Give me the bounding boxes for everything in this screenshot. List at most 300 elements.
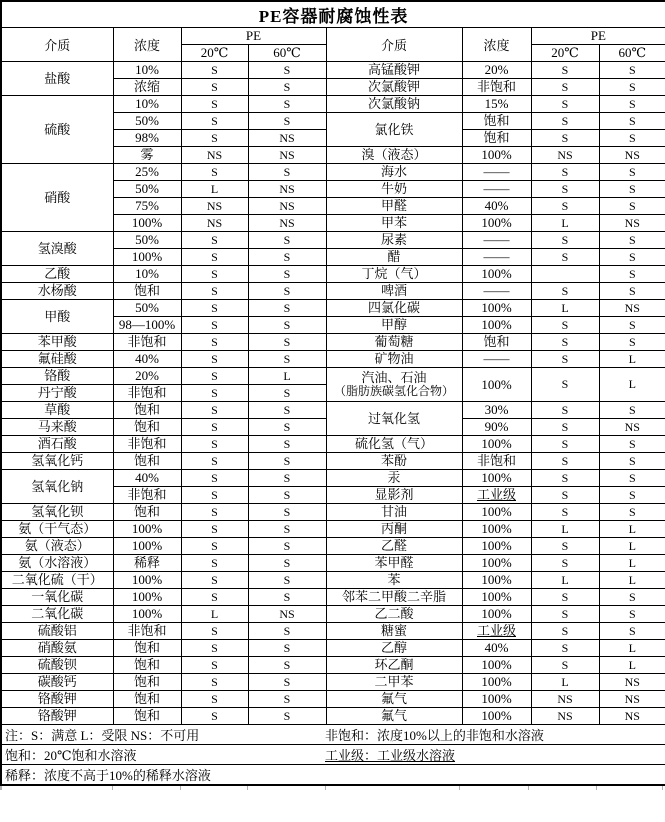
- medium-cell: 矿物油: [326, 351, 462, 368]
- concentration-cell: 100%: [113, 589, 181, 606]
- concentration-cell: 50%: [113, 181, 181, 198]
- rating-20c-cell: S: [181, 674, 248, 691]
- concentration-cell: 雾: [113, 147, 181, 164]
- concentration-cell: 100%: [462, 300, 531, 317]
- rating-20c-cell: S: [531, 368, 599, 402]
- medium-cell: 丹宁酸: [1, 385, 113, 402]
- medium-cell: 糖蜜: [326, 623, 462, 640]
- rating-60c-cell: L: [599, 351, 665, 368]
- note-row-2: [1, 745, 665, 765]
- rating-20c-cell: S: [181, 62, 248, 79]
- concentration-cell: 100%: [462, 317, 531, 334]
- concentration-cell: ——: [462, 249, 531, 266]
- table-row: [1, 606, 665, 623]
- medium-cell: 过氧化氢: [326, 402, 462, 436]
- rating-60c-cell: NS: [248, 215, 326, 232]
- table-body: [1, 62, 665, 725]
- table-row: [1, 453, 665, 470]
- concentration-cell: 98%: [113, 130, 181, 147]
- medium-cell: 甲酸: [1, 300, 113, 334]
- rating-60c-cell: S: [248, 657, 326, 674]
- title-row: [1, 1, 665, 28]
- medium-cell: 啤酒: [326, 283, 462, 300]
- rating-20c-cell: L: [531, 300, 599, 317]
- rating-60c-cell: S: [599, 283, 665, 300]
- rating-60c-cell: S: [248, 283, 326, 300]
- rating-60c-cell: S: [248, 691, 326, 708]
- rating-60c-cell: S: [248, 164, 326, 181]
- col-header-concentration-right: 浓度: [462, 28, 531, 62]
- col-header-concentration-left: 浓度: [113, 28, 181, 62]
- rating-20c-cell: S: [181, 368, 248, 385]
- note-row-3: [1, 765, 665, 786]
- rating-20c-cell: S: [181, 164, 248, 181]
- concentration-cell: 非饱和: [113, 436, 181, 453]
- concentration-cell: ——: [462, 351, 531, 368]
- table-row: [1, 708, 665, 725]
- rating-20c-cell: S: [181, 436, 248, 453]
- table-row: [1, 470, 665, 487]
- concentration-cell: 饱和: [462, 334, 531, 351]
- rating-20c-cell: L: [531, 572, 599, 589]
- rating-60c-cell: NS: [599, 691, 665, 708]
- rating-60c-cell: S: [599, 79, 665, 96]
- rating-20c-cell: S: [181, 470, 248, 487]
- concentration-cell: 100%: [462, 708, 531, 725]
- rating-60c-cell: S: [599, 62, 665, 79]
- medium-cell: 氟气: [326, 708, 462, 725]
- saturated-note: 饱和：20℃饱和水溶液: [5, 748, 137, 763]
- concentration-cell: 40%: [462, 640, 531, 657]
- concentration-cell: 100%: [113, 521, 181, 538]
- table-row: [1, 283, 665, 300]
- concentration-cell: 98—100%: [113, 317, 181, 334]
- industrial-grade-note: 工业级：工业级水溶液: [325, 748, 456, 763]
- rating-20c-cell: S: [181, 96, 248, 113]
- rating-20c-cell: S: [181, 657, 248, 674]
- rating-60c-cell: L: [599, 657, 665, 674]
- medium-cell: 氟硅酸: [1, 351, 113, 368]
- rating-60c-cell: NS: [599, 215, 665, 232]
- table-row: [1, 436, 665, 453]
- rating-20c-cell: S: [531, 419, 599, 436]
- concentration-cell: 100%: [113, 249, 181, 266]
- col-header-20c-left: 20℃: [181, 45, 248, 62]
- table-row: [1, 96, 665, 113]
- table-row: [1, 623, 665, 640]
- rating-60c-cell: S: [248, 436, 326, 453]
- table-row: [1, 351, 665, 368]
- table-row: [1, 266, 665, 283]
- concentration-cell: 工业级: [462, 623, 531, 640]
- rating-60c-cell: S: [248, 453, 326, 470]
- rating-20c-cell: S: [181, 249, 248, 266]
- concentration-cell: ——: [462, 181, 531, 198]
- table-row: [1, 232, 665, 249]
- rating-60c-cell: S: [248, 555, 326, 572]
- rating-60c-cell: S: [599, 453, 665, 470]
- table-row: [1, 555, 665, 572]
- concentration-cell: 30%: [462, 402, 531, 419]
- concentration-cell: 饱和: [113, 419, 181, 436]
- rating-60c-cell: S: [248, 504, 326, 521]
- rating-60c-cell: S: [248, 385, 326, 402]
- rating-60c-cell: NS: [599, 708, 665, 725]
- medium-cell: 四氯化碳: [326, 300, 462, 317]
- medium-cell: 氢氧化钡: [1, 504, 113, 521]
- table-row: [1, 640, 665, 657]
- bottom-grid-ticks: [0, 786, 663, 790]
- concentration-cell: 100%: [462, 266, 531, 283]
- rating-20c-cell: S: [181, 521, 248, 538]
- rating-60c-cell: S: [599, 96, 665, 113]
- table-row: [1, 402, 665, 419]
- concentration-cell: 20%: [113, 368, 181, 385]
- concentration-cell: 100%: [462, 504, 531, 521]
- concentration-cell: 90%: [462, 419, 531, 436]
- rating-60c-cell: S: [248, 334, 326, 351]
- medium-cell: 氨（液态）: [1, 538, 113, 555]
- rating-60c-cell: S: [248, 708, 326, 725]
- rating-20c-cell: S: [531, 640, 599, 657]
- rating-60c-cell: S: [248, 79, 326, 96]
- rating-60c-cell: S: [248, 419, 326, 436]
- table-row: [1, 521, 665, 538]
- medium-cell: 次氯酸钾: [326, 79, 462, 96]
- medium-cell: 苯甲酸: [1, 334, 113, 351]
- concentration-cell: 100%: [113, 215, 181, 232]
- rating-60c-cell: S: [248, 470, 326, 487]
- table-row: [1, 589, 665, 606]
- rating-20c-cell: S: [181, 351, 248, 368]
- medium-cell: 甲苯: [326, 215, 462, 232]
- medium-cell: 苯: [326, 572, 462, 589]
- rating-20c-cell: S: [531, 198, 599, 215]
- rating-20c-cell: S: [181, 232, 248, 249]
- medium-cell: 硫化氢（气）: [326, 436, 462, 453]
- rating-60c-cell: S: [599, 266, 665, 283]
- concentration-cell: 饱和: [113, 402, 181, 419]
- concentration-cell: 饱和: [113, 674, 181, 691]
- table-row: [1, 164, 665, 181]
- medium-cell: 硝酸氨: [1, 640, 113, 657]
- concentration-cell: 饱和: [113, 283, 181, 300]
- rating-60c-cell: S: [248, 640, 326, 657]
- rating-20c-cell: S: [181, 419, 248, 436]
- concentration-cell: 饱和: [462, 113, 531, 130]
- medium-cell: 尿素: [326, 232, 462, 249]
- rating-60c-cell: S: [599, 402, 665, 419]
- rating-60c-cell: S: [248, 113, 326, 130]
- medium-cell: 甲醇: [326, 317, 462, 334]
- rating-60c-cell: NS: [248, 606, 326, 623]
- medium-cell: 盐酸: [1, 62, 113, 96]
- rating-60c-cell: NS: [599, 419, 665, 436]
- rating-60c-cell: S: [599, 606, 665, 623]
- rating-20c-cell: S: [531, 113, 599, 130]
- medium-cell: 丙酮: [326, 521, 462, 538]
- rating-20c-cell: S: [181, 130, 248, 147]
- rating-20c-cell: S: [531, 487, 599, 504]
- rating-20c-cell: NS: [181, 215, 248, 232]
- rating-60c-cell: L: [248, 368, 326, 385]
- medium-cell: 汞: [326, 470, 462, 487]
- rating-20c-cell: S: [181, 402, 248, 419]
- concentration-cell: 100%: [462, 521, 531, 538]
- rating-20c-cell: NS: [531, 147, 599, 164]
- rating-60c-cell: NS: [599, 674, 665, 691]
- legend-note: 注：S：满意 L：受限 NS：不可用: [5, 728, 200, 743]
- concentration-cell: ——: [462, 283, 531, 300]
- rating-20c-cell: S: [531, 79, 599, 96]
- medium-cell: 氢氧化钙: [1, 453, 113, 470]
- medium-cell: 二氧化硫（干）: [1, 572, 113, 589]
- table-row: [1, 657, 665, 674]
- rating-60c-cell: S: [599, 181, 665, 198]
- rating-20c-cell: S: [181, 283, 248, 300]
- concentration-cell: 25%: [113, 164, 181, 181]
- rating-20c-cell: S: [181, 504, 248, 521]
- concentration-cell: 饱和: [113, 453, 181, 470]
- medium-cell: 乙醛: [326, 538, 462, 555]
- rating-60c-cell: NS: [248, 198, 326, 215]
- col-header-material-left: PE: [181, 28, 326, 45]
- rating-60c-cell: S: [248, 232, 326, 249]
- rating-60c-cell: NS: [248, 181, 326, 198]
- concentration-cell: 15%: [462, 96, 531, 113]
- medium-cell: 次氯酸钠: [326, 96, 462, 113]
- rating-20c-cell: S: [181, 385, 248, 402]
- rating-60c-cell: S: [599, 249, 665, 266]
- rating-60c-cell: S: [599, 113, 665, 130]
- medium-cell: 高锰酸钾: [326, 62, 462, 79]
- concentration-cell: 100%: [113, 572, 181, 589]
- rating-20c-cell: S: [181, 691, 248, 708]
- medium-cell: 硫酸铝: [1, 623, 113, 640]
- medium-cell: 汽油、石油 （脂肪族碳氢化合物）: [326, 368, 462, 402]
- medium-cell: 丁烷（气）: [326, 266, 462, 283]
- concentration-cell: 40%: [113, 351, 181, 368]
- concentration-cell: 饱和: [113, 504, 181, 521]
- medium-cell: 水杨酸: [1, 283, 113, 300]
- concentration-cell: 10%: [113, 62, 181, 79]
- rating-20c-cell: [531, 266, 599, 283]
- rating-20c-cell: S: [531, 62, 599, 79]
- rating-60c-cell: L: [599, 572, 665, 589]
- rating-20c-cell: NS: [531, 691, 599, 708]
- table-row: [1, 368, 665, 385]
- rating-20c-cell: S: [181, 79, 248, 96]
- rating-20c-cell: L: [181, 181, 248, 198]
- medium-cell: 氨（水溶液）: [1, 555, 113, 572]
- rating-20c-cell: NS: [531, 708, 599, 725]
- medium-cell: 酒石酸: [1, 436, 113, 453]
- concentration-cell: 100%: [462, 368, 531, 402]
- medium-cell: 氟气: [326, 691, 462, 708]
- medium-cell: 乙二酸: [326, 606, 462, 623]
- rating-20c-cell: S: [531, 504, 599, 521]
- concentration-cell: 100%: [113, 538, 181, 555]
- unsaturated-note: 非饱和：浓度10%以上的非饱和水溶液: [325, 728, 544, 743]
- rating-60c-cell: S: [248, 538, 326, 555]
- rating-20c-cell: S: [531, 402, 599, 419]
- rating-60c-cell: S: [248, 402, 326, 419]
- concentration-cell: 饱和: [113, 657, 181, 674]
- concentration-cell: 饱和: [462, 130, 531, 147]
- concentration-cell: 非饱和: [462, 453, 531, 470]
- medium-cell: 氢溴酸: [1, 232, 113, 266]
- medium-cell: 乙酸: [1, 266, 113, 283]
- rating-60c-cell: S: [248, 266, 326, 283]
- rating-20c-cell: S: [181, 334, 248, 351]
- concentration-cell: 50%: [113, 300, 181, 317]
- rating-60c-cell: S: [599, 589, 665, 606]
- rating-60c-cell: S: [599, 164, 665, 181]
- col-header-60c-left: 60℃: [248, 45, 326, 62]
- rating-20c-cell: S: [531, 164, 599, 181]
- col-header-medium-left: 介质: [1, 28, 113, 62]
- rating-20c-cell: S: [531, 589, 599, 606]
- rating-60c-cell: S: [599, 334, 665, 351]
- concentration-cell: 100%: [462, 538, 531, 555]
- medium-cell: 氢氧化钠: [1, 470, 113, 504]
- medium-cell: 氨（干气态）: [1, 521, 113, 538]
- rating-60c-cell: L: [599, 521, 665, 538]
- medium-cell: 铬酸: [1, 368, 113, 385]
- concentration-cell: 40%: [462, 198, 531, 215]
- rating-20c-cell: S: [531, 317, 599, 334]
- note-row-1: [1, 725, 665, 745]
- concentration-cell: 非饱和: [113, 487, 181, 504]
- rating-20c-cell: L: [531, 674, 599, 691]
- medium-cell: 铬酸钾: [1, 708, 113, 725]
- rating-60c-cell: S: [248, 589, 326, 606]
- rating-20c-cell: L: [531, 215, 599, 232]
- medium-cell: 甘油: [326, 504, 462, 521]
- medium-cell: 硫酸钡: [1, 657, 113, 674]
- rating-20c-cell: S: [531, 453, 599, 470]
- rating-60c-cell: NS: [248, 147, 326, 164]
- rating-60c-cell: S: [599, 504, 665, 521]
- rating-20c-cell: S: [181, 487, 248, 504]
- rating-20c-cell: S: [531, 96, 599, 113]
- concentration-cell: 饱和: [113, 708, 181, 725]
- rating-60c-cell: S: [599, 470, 665, 487]
- col-header-medium-right: 介质: [326, 28, 462, 62]
- medium-cell: 草酸: [1, 402, 113, 419]
- rating-60c-cell: L: [599, 538, 665, 555]
- concentration-cell: 10%: [113, 266, 181, 283]
- table-row: [1, 691, 665, 708]
- col-header-material-right: PE: [531, 28, 665, 45]
- rating-60c-cell: S: [248, 249, 326, 266]
- medium-cell: 马来酸: [1, 419, 113, 436]
- concentration-cell: 50%: [113, 113, 181, 130]
- rating-20c-cell: S: [531, 538, 599, 555]
- rating-60c-cell: S: [248, 521, 326, 538]
- concentration-cell: 50%: [113, 232, 181, 249]
- medium-cell: 氯化铁: [326, 113, 462, 147]
- concentration-cell: 100%: [462, 657, 531, 674]
- concentration-cell: 100%: [462, 215, 531, 232]
- concentration-cell: 100%: [113, 606, 181, 623]
- rating-60c-cell: S: [599, 232, 665, 249]
- rating-20c-cell: S: [181, 572, 248, 589]
- rating-20c-cell: S: [181, 453, 248, 470]
- rating-60c-cell: NS: [248, 130, 326, 147]
- rating-20c-cell: L: [531, 521, 599, 538]
- concentration-cell: 饱和: [113, 691, 181, 708]
- rating-60c-cell: NS: [599, 147, 665, 164]
- concentration-cell: ——: [462, 232, 531, 249]
- medium-cell: 一氧化碳: [1, 589, 113, 606]
- rating-20c-cell: S: [531, 555, 599, 572]
- rating-60c-cell: S: [599, 436, 665, 453]
- table-notes: [1, 725, 665, 786]
- rating-20c-cell: S: [181, 708, 248, 725]
- concentration-cell: 20%: [462, 62, 531, 79]
- rating-20c-cell: S: [531, 181, 599, 198]
- rating-20c-cell: S: [531, 232, 599, 249]
- medium-cell: 二甲苯: [326, 674, 462, 691]
- medium-cell: 醋: [326, 249, 462, 266]
- col-header-60c-right: 60℃: [599, 45, 665, 62]
- rating-20c-cell: S: [181, 623, 248, 640]
- header-row-1: [1, 28, 665, 45]
- rating-20c-cell: S: [181, 300, 248, 317]
- rating-20c-cell: S: [181, 555, 248, 572]
- medium-cell: 邻苯二甲酸二辛脂: [326, 589, 462, 606]
- concentration-cell: 非饱和: [113, 385, 181, 402]
- medium-cell: 硝酸: [1, 164, 113, 232]
- medium-cell: 乙醇: [326, 640, 462, 657]
- rating-20c-cell: S: [531, 249, 599, 266]
- medium-cell: 苯甲醛: [326, 555, 462, 572]
- rating-60c-cell: S: [599, 130, 665, 147]
- medium-cell: 显影剂: [326, 487, 462, 504]
- rating-20c-cell: NS: [181, 198, 248, 215]
- medium-cell: 碳酸钙: [1, 674, 113, 691]
- concentration-cell: 工业级: [462, 487, 531, 504]
- concentration-cell: 100%: [462, 589, 531, 606]
- rating-20c-cell: S: [181, 266, 248, 283]
- rating-20c-cell: S: [531, 130, 599, 147]
- table-row: [1, 538, 665, 555]
- rating-60c-cell: S: [248, 96, 326, 113]
- page-title: PE容器耐腐蚀性表: [1, 1, 665, 28]
- rating-20c-cell: NS: [181, 147, 248, 164]
- rating-60c-cell: S: [599, 623, 665, 640]
- dilute-note: 稀释：浓度不高于10%的稀释水溶液: [5, 768, 211, 783]
- concentration-cell: 100%: [462, 572, 531, 589]
- rating-60c-cell: S: [248, 317, 326, 334]
- medium-cell: 溴（液态）: [326, 147, 462, 164]
- concentration-cell: ——: [462, 164, 531, 181]
- rating-60c-cell: S: [248, 300, 326, 317]
- concentration-cell: 非饱和: [113, 623, 181, 640]
- rating-20c-cell: S: [531, 334, 599, 351]
- rating-20c-cell: S: [181, 640, 248, 657]
- table-row: [1, 300, 665, 317]
- table-row: [1, 572, 665, 589]
- rating-20c-cell: S: [531, 283, 599, 300]
- table-row: [1, 504, 665, 521]
- rating-20c-cell: S: [531, 623, 599, 640]
- rating-20c-cell: L: [181, 606, 248, 623]
- rating-60c-cell: S: [248, 623, 326, 640]
- rating-20c-cell: S: [531, 351, 599, 368]
- rating-20c-cell: S: [531, 470, 599, 487]
